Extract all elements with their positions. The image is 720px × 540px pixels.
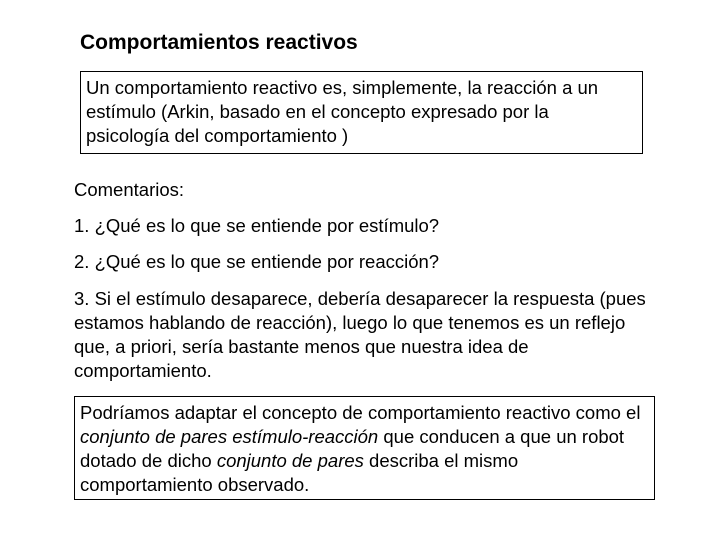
- proposal-text-part-2: que conducen a que un robot dotado de dicho: [80, 426, 625, 471]
- proposal-text: [80, 401, 648, 497]
- page-title: Comportamientos reactivos: [80, 31, 358, 54]
- comment-point-3: 3. Si el estímulo desaparece, debería desaparecer la respuesta (pues estamos hablando de reacción), luego lo que tenemos es un reflejo que, a priori, sería bastante menos que nuestra idea de comportamiento.: [74, 288, 646, 381]
- proposal-text-part-3: describa el mismo comportamiento observado.: [80, 450, 519, 495]
- definition-box: [80, 71, 643, 154]
- definition-text: Un comportamiento reactivo es, simplemente, la reacción a un estímulo (Arkin, basado en el concepto expresado por la psicología del comportamiento ): [86, 77, 599, 146]
- comment-question-2: 2. ¿Qué es lo que se entiende por reacción?: [74, 251, 440, 272]
- proposal-emphasis-pairs: conjunto de pares estímulo-reacción: [80, 426, 379, 447]
- proposal-box: [74, 396, 655, 500]
- proposal-text-part-1: Podríamos adaptar el concepto de comportamiento reactivo como el: [80, 402, 641, 423]
- proposal-emphasis-set: conjunto de pares: [216, 450, 364, 471]
- comments-label: Comentarios:: [74, 179, 185, 200]
- comment-question-1: 1. ¿Qué es lo que se entiende por estímulo?: [74, 215, 440, 236]
